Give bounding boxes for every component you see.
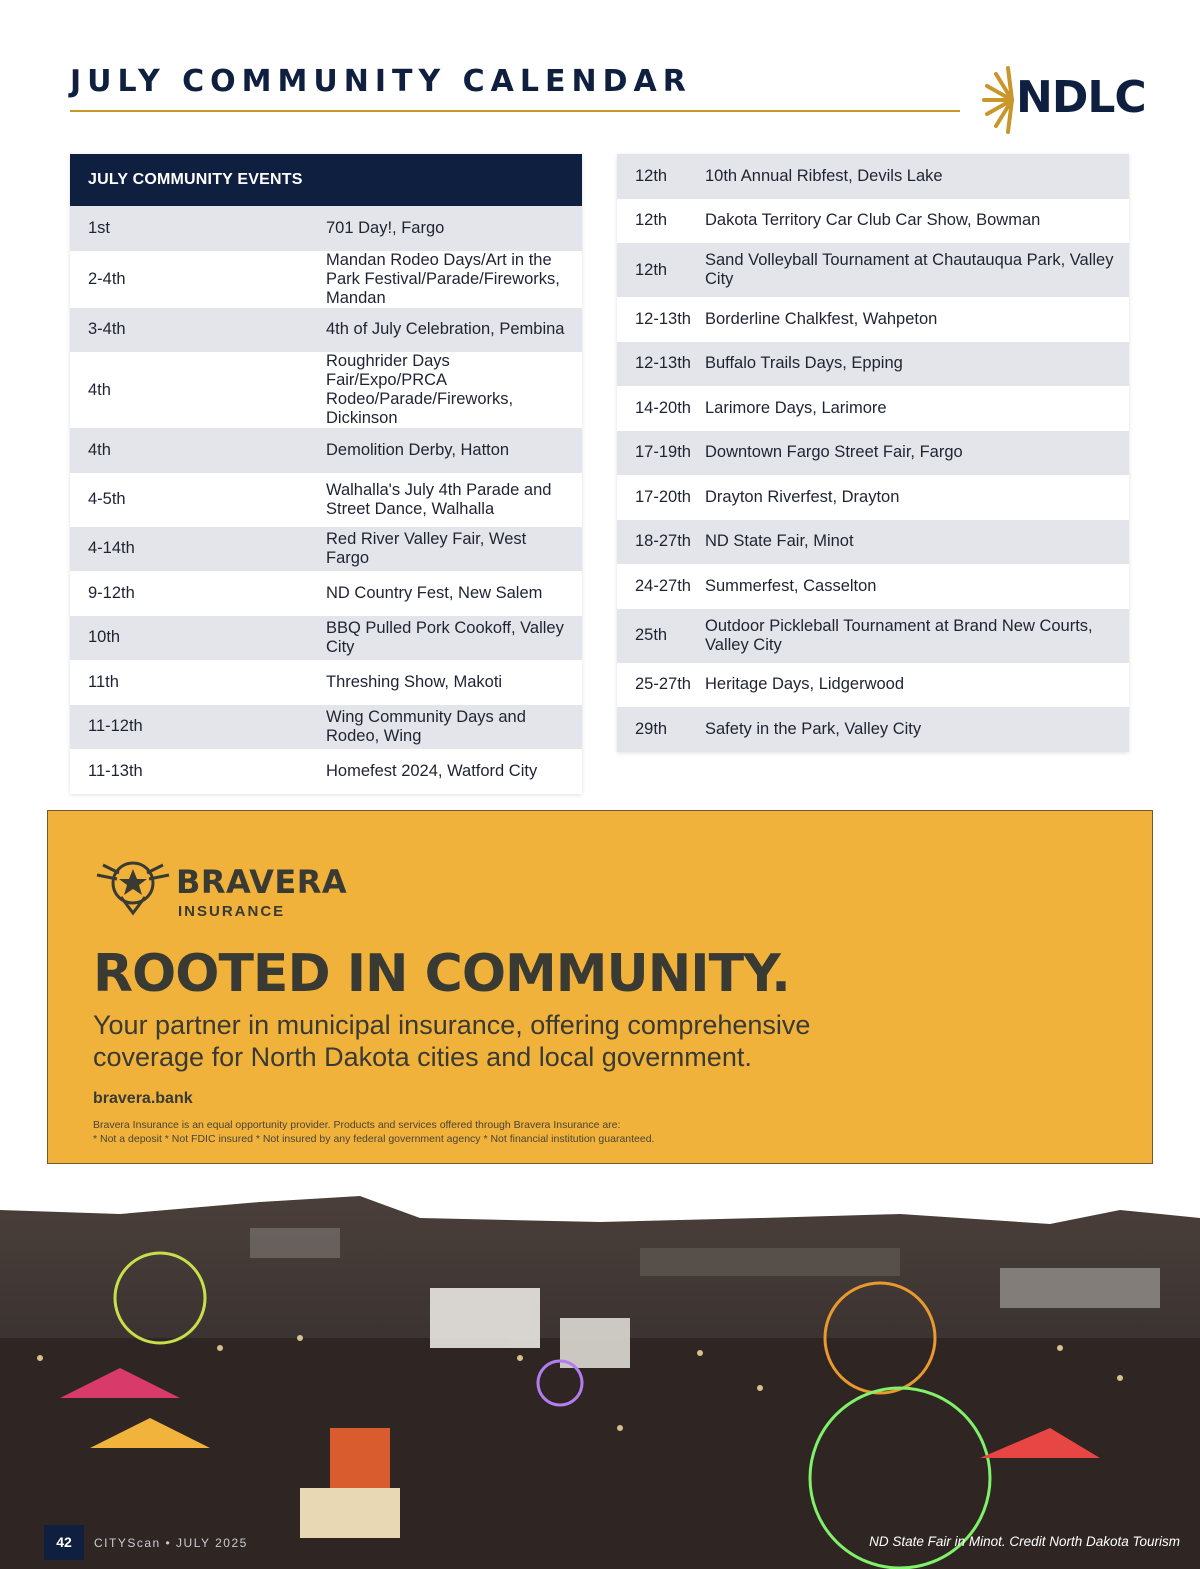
bravera-shield-icon <box>93 853 173 917</box>
event-row <box>70 251 582 308</box>
event-date: 12th <box>617 199 705 244</box>
event-row <box>617 520 1129 565</box>
event-row <box>617 199 1129 244</box>
event-name: Downtown Fargo Street Fair, Fargo <box>705 431 1129 476</box>
event-name: Wing Community Days and Rodeo, Wing <box>326 705 582 750</box>
event-date: 12-13th <box>617 297 705 342</box>
event-date: 11th <box>70 660 326 705</box>
event-row <box>70 352 582 428</box>
event-row <box>617 297 1129 342</box>
event-row <box>70 571 582 616</box>
sunburst-icon <box>978 64 1018 136</box>
event-name: Heritage Days, Lidgerwood <box>705 663 1129 708</box>
event-row <box>617 609 1129 663</box>
event-name: Drayton Riverfest, Drayton <box>705 475 1129 520</box>
event-row <box>70 660 582 705</box>
ad-url-link[interactable]: bravera.bank <box>93 1090 193 1107</box>
publication-name: CITYScan • JULY 2025 <box>94 1536 248 1550</box>
event-date: 25th <box>617 609 705 663</box>
event-name: Threshing Show, Makoti <box>326 660 582 705</box>
event-name: 10th Annual Ribfest, Devils Lake <box>705 154 1129 199</box>
event-date: 11-13th <box>70 749 326 794</box>
page-number: 42 <box>44 1525 84 1560</box>
event-date: 17-20th <box>617 475 705 520</box>
event-name: 4th of July Celebration, Pembina <box>326 308 582 353</box>
event-row <box>617 431 1129 476</box>
event-date: 4th <box>70 428 326 473</box>
event-name: 701 Day!, Fargo <box>326 206 582 251</box>
event-date: 4th <box>70 352 326 428</box>
page-title: JULY COMMUNITY CALENDAR <box>70 64 692 99</box>
event-name: Dakota Territory Car Club Car Show, Bowman <box>705 199 1129 244</box>
event-name: Homefest 2024, Watford City <box>326 749 582 794</box>
event-row <box>70 749 582 794</box>
event-date: 10th <box>70 616 326 661</box>
event-row <box>617 707 1129 752</box>
event-name: ND State Fair, Minot <box>705 520 1129 565</box>
logo-text: NDLC <box>1016 72 1146 123</box>
ndlc-logo <box>978 64 1146 136</box>
event-row <box>617 564 1129 609</box>
ad-disclaimer <box>93 1118 654 1146</box>
event-date: 18-27th <box>617 520 705 565</box>
event-date: 11-12th <box>70 705 326 750</box>
event-row <box>70 705 582 750</box>
event-name: Walhalla's July 4th Parade and Street Dance, Walhalla <box>326 473 582 527</box>
event-date: 24-27th <box>617 564 705 609</box>
event-name: Borderline Chalkfest, Wahpeton <box>705 297 1129 342</box>
event-row <box>617 475 1129 520</box>
event-name: Summerfest, Casselton <box>705 564 1129 609</box>
events-table-right <box>617 154 1129 752</box>
event-date: 29th <box>617 707 705 752</box>
bravera-ad[interactable] <box>47 810 1153 1164</box>
photo-caption: ND State Fair in Minot. Credit North Dakota Tourism <box>869 1534 1180 1549</box>
event-name: Mandan Rodeo Days/Art in the Park Festival/Parade/Fireworks, Mandan <box>326 251 582 308</box>
event-date: 9-12th <box>70 571 326 616</box>
events-table-left <box>70 154 582 794</box>
event-name: Roughrider Days Fair/Expo/PRCA Rodeo/Parade/Fireworks, Dickinson <box>326 352 582 428</box>
event-date: 14-20th <box>617 386 705 431</box>
ad-brand-sub: INSURANCE <box>178 903 286 920</box>
event-date: 4-5th <box>70 473 326 527</box>
event-name: Red River Valley Fair, West Fargo <box>326 527 582 572</box>
disclaimer-line: * Not a deposit * Not FDIC insured * Not insured by any federal government agency * Not financial institution guaranteed. <box>93 1133 655 1145</box>
event-date: 1st <box>70 206 326 251</box>
event-row <box>617 663 1129 708</box>
state-fair-photo <box>0 1188 1200 1569</box>
event-name: ND Country Fest, New Salem <box>326 571 582 616</box>
ad-headline: ROOTED IN COMMUNITY. <box>93 944 790 1004</box>
event-date: 25-27th <box>617 663 705 708</box>
event-date: 12-13th <box>617 342 705 387</box>
event-name: Sand Volleyball Tournament at Chautauqua Park, Valley City <box>705 243 1129 297</box>
event-name: Outdoor Pickleball Tournament at Brand New Courts, Valley City <box>705 609 1129 663</box>
event-row <box>70 308 582 353</box>
event-row <box>70 527 582 572</box>
event-row <box>70 473 582 527</box>
event-name: Safety in the Park, Valley City <box>705 707 1129 752</box>
event-row <box>70 206 582 251</box>
event-row <box>70 428 582 473</box>
events-heading: JULY COMMUNITY EVENTS <box>70 154 582 206</box>
event-row <box>617 154 1129 199</box>
event-date: 4-14th <box>70 527 326 572</box>
event-row <box>70 616 582 661</box>
ad-body: Your partner in municipal insurance, offering comprehensive coverage for North Dakota cities and local government. <box>93 1010 811 1072</box>
event-name: BBQ Pulled Pork Cookoff, Valley City <box>326 616 582 661</box>
event-date: 17-19th <box>617 431 705 476</box>
event-date: 2-4th <box>70 251 326 308</box>
event-date: 3-4th <box>70 308 326 353</box>
ad-brand: BRAVERA <box>176 863 348 901</box>
event-row <box>617 386 1129 431</box>
event-name: Demolition Derby, Hatton <box>326 428 582 473</box>
event-date: 12th <box>617 154 705 199</box>
event-row <box>617 243 1129 297</box>
event-date: 12th <box>617 243 705 297</box>
title-divider <box>70 110 960 112</box>
disclaimer-line: Bravera Insurance is an equal opportunity provider. Products and services offered through Bravera Insurance are: <box>93 1119 621 1131</box>
event-name: Buffalo Trails Days, Epping <box>705 342 1129 387</box>
event-name: Larimore Days, Larimore <box>705 386 1129 431</box>
event-row <box>617 342 1129 387</box>
